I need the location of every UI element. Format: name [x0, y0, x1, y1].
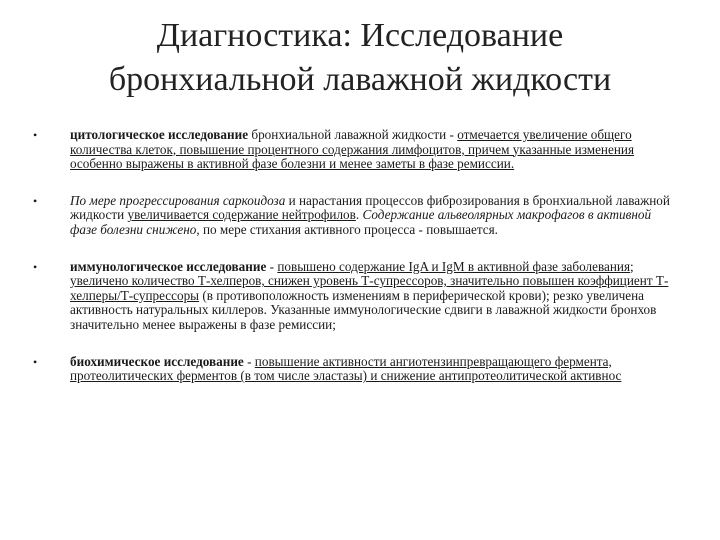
italic-phrase: Содержание альвеолярных макрофагов в активной фазе болезни снижено — [70, 207, 652, 237]
bullet-cytology — [30, 128, 680, 172]
bullet-dot: • — [33, 193, 38, 208]
text-segment: , по мере стихания активного процесса - повышается. — [196, 221, 498, 237]
underlined-finding: отмечается увеличение общего количества клеток, повышение процентного содержания лимфоцитов, причем указанные изменения особенно выражены в активной фазе болезни и менее заметы в фазе ремиссии. — [70, 127, 635, 172]
bullet-immunology — [30, 260, 680, 333]
bullet-dot: • — [33, 259, 38, 274]
title-line-2: бронхиальной лаважной жидкости — [108, 61, 612, 98]
italic-phrase: По мере прогрессирования саркоидоза — [70, 192, 286, 208]
bullet-biochemistry — [30, 355, 680, 384]
bullet-dot: • — [33, 354, 38, 369]
bullet-dot: • — [33, 128, 38, 142]
title-line-1: Диагностика: Исследование — [156, 17, 564, 54]
underlined-finding: увеличивается содержание нейтрофилов — [127, 207, 356, 223]
underlined-finding: повышено содержание IgA и IgM в активной фазе заболевания — [277, 258, 631, 274]
underlined-finding: повышение активности ангиотензинпревращающего фермента, протеолитических ферментов (в том числе эластазы) и снижение антипротеолитической активнос — [70, 353, 622, 384]
text-segment: (в противоположность изменениям в периферической крови); резко увеличена активность натуральных киллеров. Указанные иммунологические сдвиги в лаважной жидкости бронхов значительно менее выражены в фазе ремиссии; — [70, 287, 657, 332]
bullet-list — [30, 128, 680, 406]
text-segment: . — [355, 207, 363, 223]
slide-title — [60, 14, 660, 102]
term-cytology: цитологическое исследование — [70, 127, 249, 142]
text-segment: и нарастания процессов фиброзирования в бронхиальной лаважной жидкости — [70, 192, 670, 223]
term-immunology: иммунологическое исследование — [70, 258, 267, 274]
text-segment: - — [243, 353, 255, 369]
term-biochemistry: биохимическое исследование — [70, 353, 244, 369]
bullet-progression — [30, 194, 680, 238]
text-segment: ; — [630, 258, 634, 274]
text-segment: бронхиальной лаважной жидкости - — [248, 127, 458, 142]
underlined-finding: увеличено количество Т-хелперов, снижен уровень Т-супрессоров, значительно повышен коэффициент Т-хелперы/Т-супрессоры — [70, 273, 669, 303]
text-segment: - — [266, 258, 278, 274]
